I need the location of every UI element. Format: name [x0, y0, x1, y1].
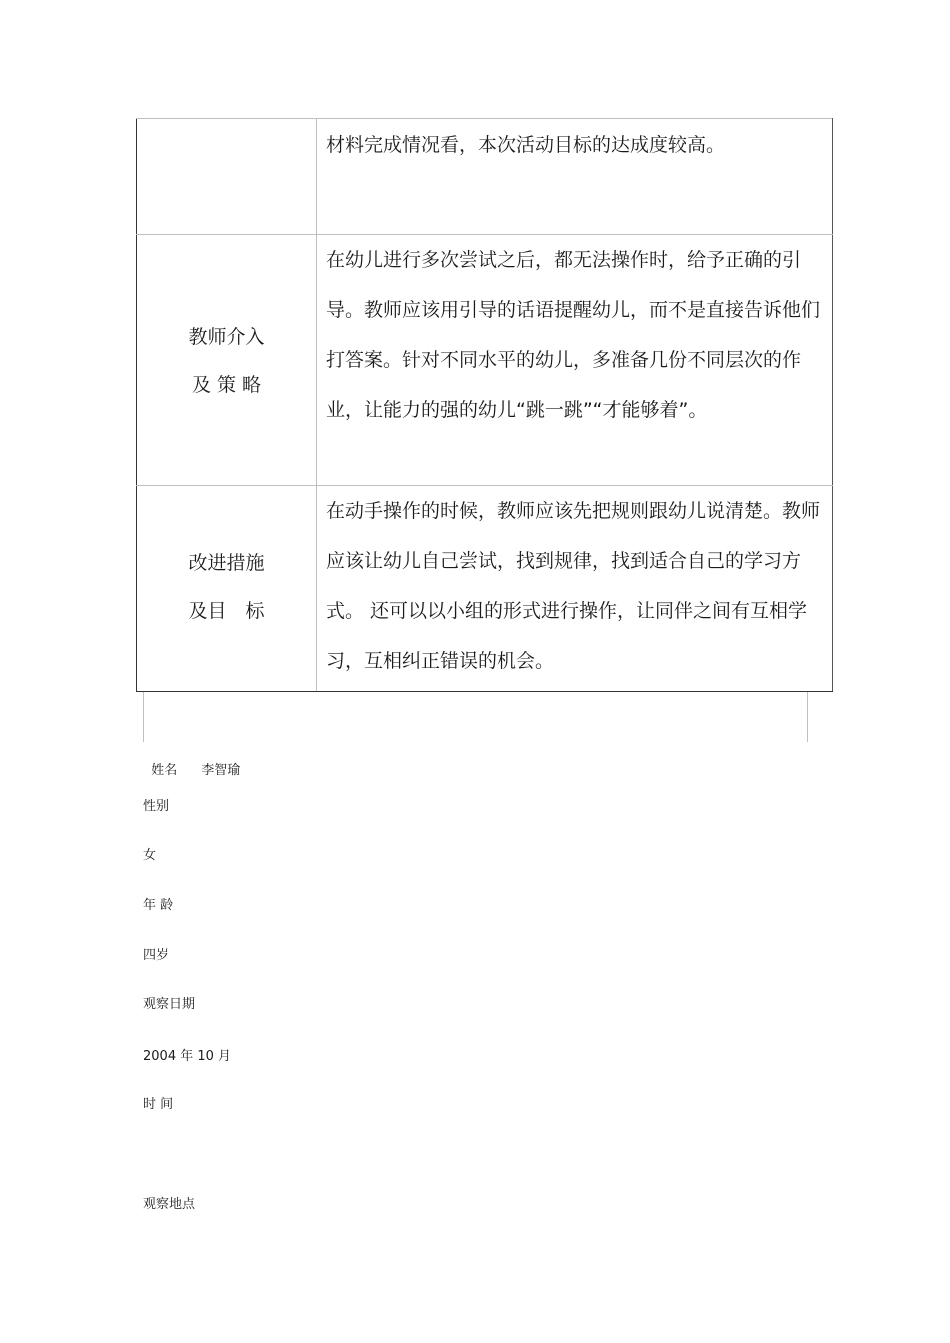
age-label: 年 龄 — [143, 898, 174, 913]
age-value: 四岁 — [143, 948, 170, 963]
row-label-cell — [137, 235, 317, 486]
improvement-label — [137, 539, 316, 635]
teacher-intervention-text: 在幼儿进行多次尝试之后，都无法操作时，给予正确的引导。教师应该用引导的话语提醒幼儿，而不是直接告诉他们打答案。针对不同水平的幼儿，多准备几份不同层次的作业，让能力的强的幼儿“跳一跳”“才能够着”。 — [326, 249, 821, 421]
observation-table — [136, 118, 833, 692]
table-stub-line — [143, 692, 144, 742]
name-field — [143, 744, 240, 778]
name-label: 姓名 — [151, 763, 178, 778]
date-value: 2004 年 10 月 — [143, 1049, 232, 1064]
row-body-cell — [317, 119, 833, 235]
label-line: 教师介入 — [188, 326, 265, 348]
label-line: 及 策 略 — [191, 374, 262, 396]
label-line: 改进措施 — [188, 552, 265, 574]
label-line: 及目 标 — [188, 600, 265, 622]
row-label-cell — [137, 119, 317, 235]
table-row — [137, 486, 833, 692]
date-label: 观察日期 — [143, 997, 196, 1012]
row-body-cell — [317, 235, 833, 486]
row-label-cell — [137, 486, 317, 692]
table-stub-line — [807, 692, 808, 742]
place-label: 观察地点 — [143, 1197, 196, 1212]
name-value: 李智瑜 — [201, 763, 241, 778]
gender-label: 性别 — [143, 799, 170, 814]
teacher-intervention-label — [137, 313, 316, 409]
row-body-cell — [317, 486, 833, 692]
improvement-text: 在动手操作的时候，教师应该先把规则跟幼儿说清楚。教师应该让幼儿自己尝试，找到规律，找到适合自己的学习方式。 还可以以小组的形式进行操作，让同伴之间有互相学习，互相纠正错误的机会。 — [326, 500, 821, 672]
gender-value: 女 — [143, 848, 157, 863]
evaluation-text: 材料完成情况看，本次活动目标的达成度较高。 — [326, 134, 726, 156]
table-row — [137, 235, 833, 486]
time-label: 时 间 — [143, 1097, 174, 1112]
table-row — [137, 119, 833, 235]
